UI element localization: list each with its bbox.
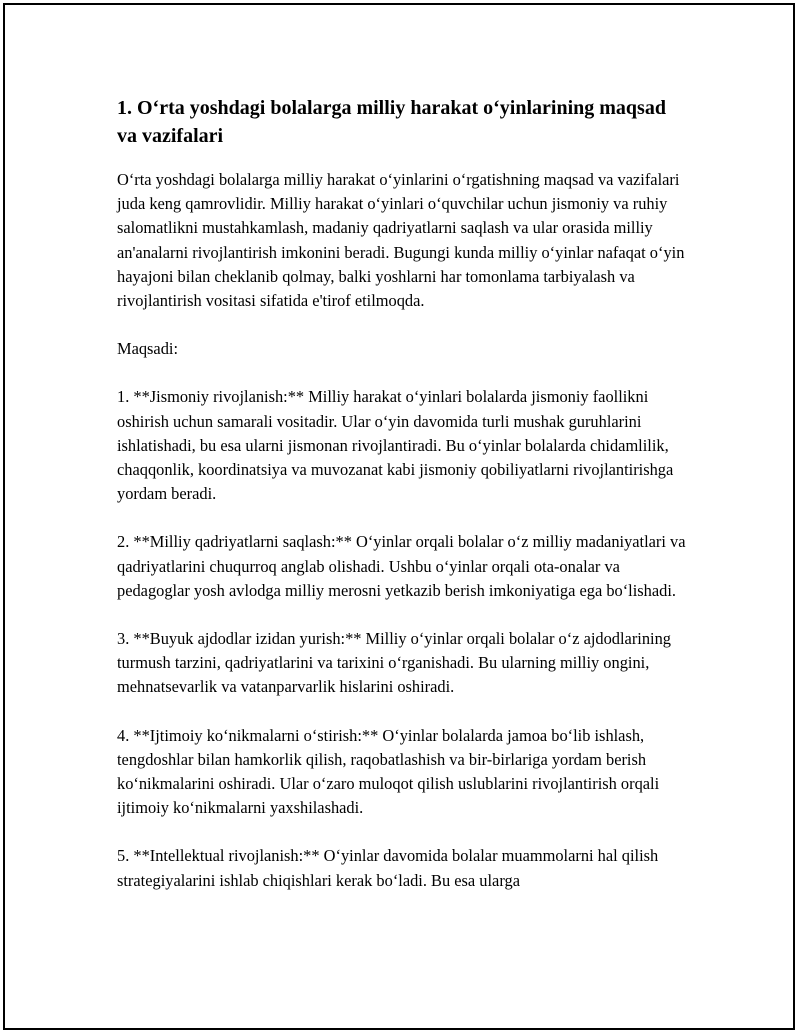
section-title: 1. O‘rta yoshdagi bolalarga milliy harakat o‘yinlarining maqsad va vazifalari [117, 97, 666, 147]
intro-paragraph: O‘rta yoshdagi bolalarga milliy harakat o‘yinlarini o‘rgatishning maqsad va vazifalari juda keng qamrovlidir. Milliy harakat o‘yinlari o‘quvchilar uchun jismoniy va ruhiy salomatlikni mustahkamlash, madaniy qadriyatlarni saqlash va ular orasida milliy an'analarni rivojlantirish imkonini beradi. Bugungi kunda milliy o‘yinlar nafaqat o‘yin hayajoni bilan cheklanib qolmay, balki yoshlarni har tomonlama tarbiyalash va rivojlantirish vositasi sifatida e'tirof etilmoqda. [117, 170, 685, 311]
goal-item-national-values: 2. **Milliy qadriyatlarni saqlash:** O‘yinlar orqali bolalar o‘z milliy madaniyatlari va qadriyatlarini chuqurroq anglab olishadi. Ushbu o‘yinlar orqali ota-onalar va pedagoglar yosh avlodga milliy merosni yetkazib berish imkoniyatiga ega bo‘lishadi. [117, 532, 686, 600]
goal-item-social-skills: 4. **Ijtimoiy ko‘nikmalarni o‘stirish:** O‘yinlar bolalarda jamoa bo‘lib ishlash, tengdoshlar bilan hamkorlik qilish, raqobatlashish va bir-birlariga yordam berish ko‘nikmalarini oshiradi. Ular o‘zaro muloqot qilish uslublarini rivojlantirish orqali ijtimoiy ko‘nikmalarni yaxshilashadi. [117, 725, 660, 818]
goals-heading: Maqsadi: [117, 339, 179, 359]
document-body [117, 94, 687, 917]
goal-item-physical: 1. **Jismoniy rivojlanish:** Milliy harakat o‘yinlari bolalarda jismoniy faollikni oshirish uchun samarali vositadir. Ular o‘yin davomida turli mushak guruhlarini ishlatishadi, bu esa ularni jismonan rivojlantiradi. Bu o‘yinlar bolalarda chidamlilik, chaqqonlik, koordinatsiya va muvozanat kabi jismoniy qobiliyatlarni rivojlantirishga yordam beradi. [117, 387, 674, 504]
goal-item-ancestors: 3. **Buyuk ajdodlar izidan yurish:** Milliy o‘yinlar orqali bolalar o‘z ajdodlarining turmush tarzini, qadriyatlarini va tarixini o‘rganishadi. Bu ularning milliy ongini, mehnatsevarlik va vatanparvarlik hislarini oshiradi. [117, 629, 671, 697]
goal-item-intellectual: 5. **Intellektual rivojlanish:** O‘yinlar davomida bolalar muammolarni hal qilish strategiyalarini ishlab chiqishlari kerak bo‘ladi. Bu esa ularga [117, 846, 659, 890]
